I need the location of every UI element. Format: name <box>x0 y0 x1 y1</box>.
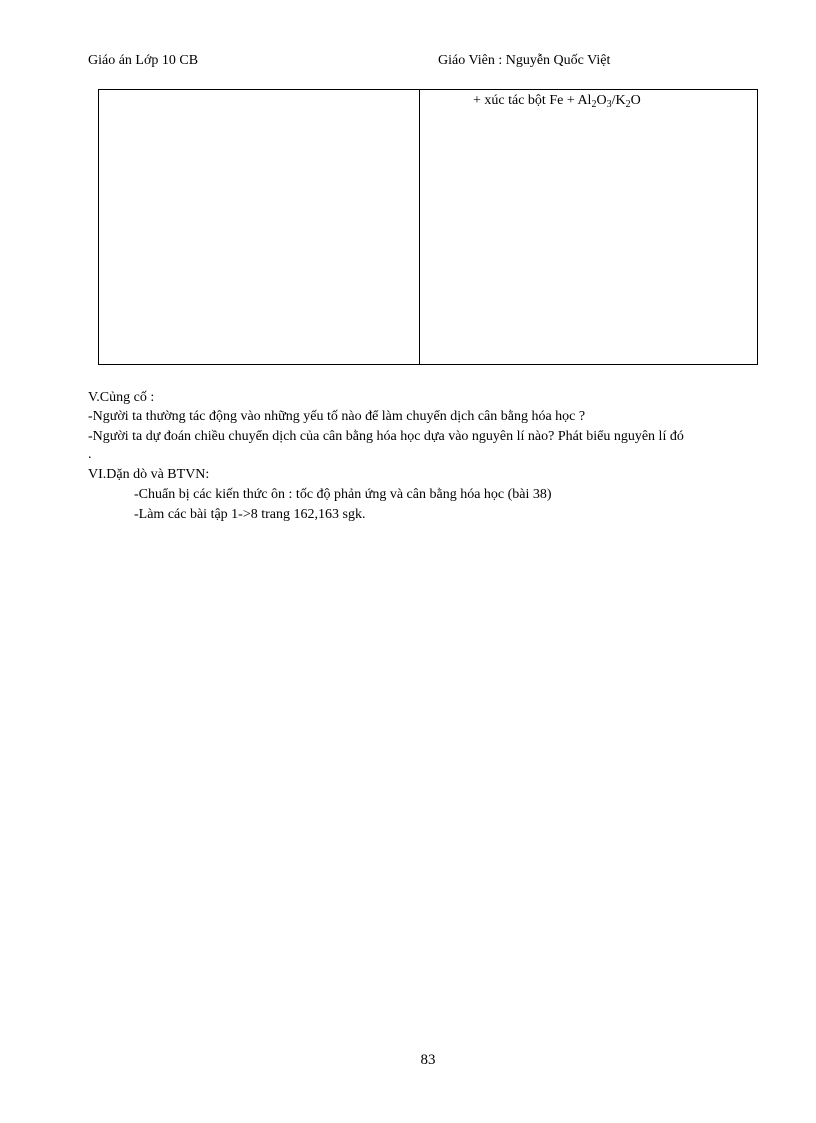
cung-co-question-2-end: . <box>88 447 92 462</box>
formula-k: /K <box>611 93 626 108</box>
page-number: 83 <box>420 1052 436 1068</box>
catalyst-formula <box>473 93 641 109</box>
formula-o: O <box>596 93 607 108</box>
content-table <box>98 89 758 365</box>
cung-co-question-1: -Người ta thường tác động vào những yếu tố nào để làm chuyển dịch cân bằng hóa học ? <box>88 409 586 424</box>
dan-do-item-1: -Chuẩn bị các kiến thức ôn : tốc độ phản ứng và cân bằng hóa học (bài 38) <box>134 487 552 502</box>
subscript-al: 2 <box>591 99 597 110</box>
table-column-divider <box>419 90 420 364</box>
cung-co-question-2: -Người ta dự đoán chiều chuyển dịch của cân bằng hóa học dựa vào nguyên lí nào? Phát biểu nguyên lí đó <box>88 429 684 444</box>
header-lesson-title: Giáo án Lớp 10 CB <box>88 53 199 68</box>
catalyst-prefix: + xúc tác bột Fe + Al <box>473 93 592 108</box>
dan-do-item-2: -Làm các bài tập 1->8 trang 162,163 sgk. <box>134 507 366 522</box>
section-dan-do-heading: VI.Dặn dò và BTVN: <box>88 467 210 482</box>
header-teacher-name: Giáo Viên : Nguyễn Quốc Việt <box>438 53 611 68</box>
section-cung-co-heading: V.Củng cố : <box>88 390 155 405</box>
subscript-k: 2 <box>625 99 631 110</box>
formula-o-end: O <box>630 93 641 108</box>
subscript-o: 3 <box>606 99 612 110</box>
